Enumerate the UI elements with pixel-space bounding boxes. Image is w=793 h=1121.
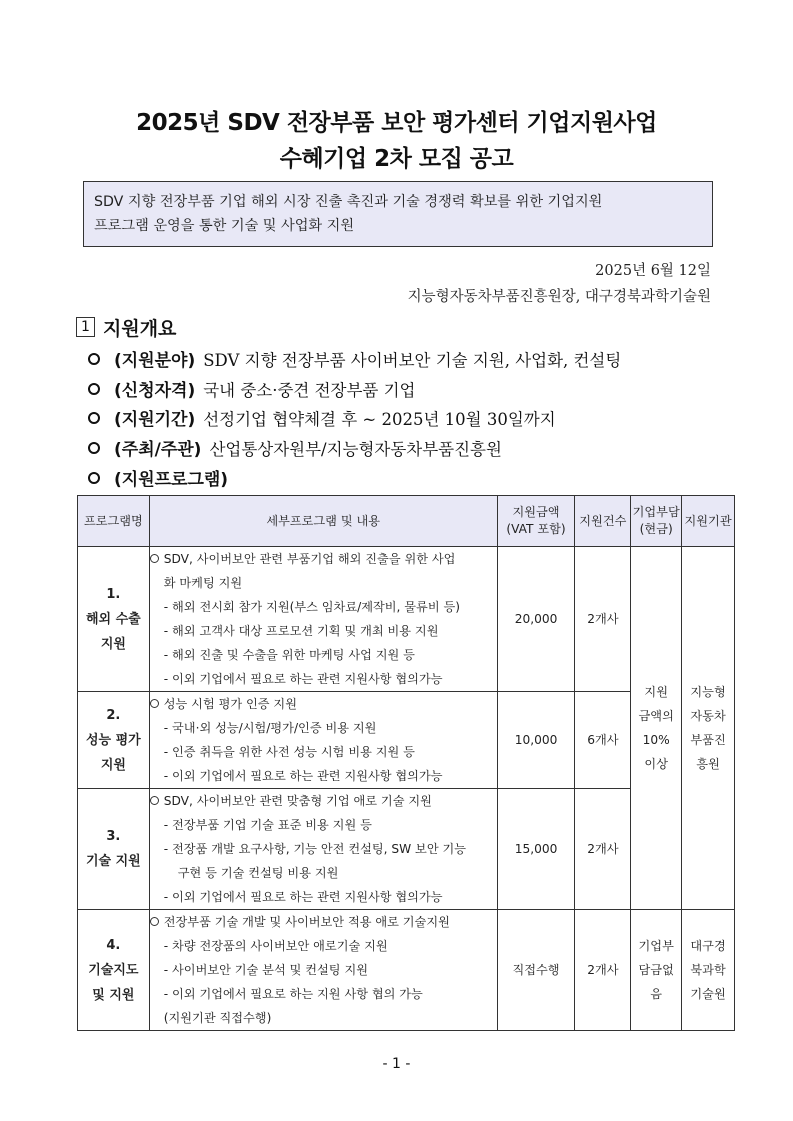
program-amount: 직접수행: [497, 910, 575, 1031]
program-amount: 15,000: [497, 789, 575, 910]
circle-bullet-icon: [88, 442, 100, 454]
header-burden: 기업부담 (현금): [631, 496, 682, 547]
section-number-box: 1: [76, 317, 95, 337]
circle-bullet-icon: [150, 554, 159, 563]
circle-bullet-icon: [150, 796, 159, 805]
program-count: 6개사: [575, 692, 631, 789]
document-title-line2: 수혜기업 2차 모집 공고: [279, 146, 514, 172]
program-detail: 성능 시험 평가 인증 지원 - 국내·외 성능/시험/평가/인증 비용 지원 - 인증 취득을 위한 사전 성능 시험 비용 지원 등 - 이외 기업에서 필요로 하는 관련 지원사항 협의가능: [149, 692, 497, 789]
program-name: 1. 해외 수출 지원: [78, 547, 150, 692]
program-detail: 전장부품 기술 개발 및 사이버보안 적용 애로 기술지원 - 차량 전장품의 사이버보안 애로기술 지원 - 사이버보안 기술 분석 및 컨설팅 지원 - 이외 기업에서 필요로 하는 지원 사항 협의 가능 (지원기관 직접수행): [149, 910, 497, 1031]
overview-value: 산업통상자원부/지능형자동차부품진흥원: [209, 439, 502, 459]
overview-label: (지원분야): [114, 351, 196, 371]
page-number: - 1 -: [382, 1056, 411, 1072]
circle-bullet-icon: [150, 699, 159, 708]
header-agency: 지원기관: [682, 496, 735, 547]
header-count: 지원건수: [575, 496, 631, 547]
overview-value: 선정기업 협약체결 후 ~ 2025년 10월 30일까지: [203, 409, 556, 429]
header-program: 프로그램명: [78, 496, 150, 547]
program-name: 4. 기술지도 및 지원: [78, 910, 150, 1031]
circle-bullet-icon: [88, 472, 100, 484]
header-amount: 지원금액 (VAT 포함): [497, 496, 575, 547]
company-burden: 기업부 담금없 음: [631, 910, 682, 1031]
overview-item: [88, 405, 556, 430]
support-agency: 대구경 북과학 기술원: [682, 910, 735, 1031]
section-heading: [76, 314, 176, 340]
overview-item: [88, 376, 415, 401]
program-count: 2개사: [575, 789, 631, 910]
circle-bullet-icon: [88, 412, 100, 424]
program-amount: 20,000: [497, 547, 575, 692]
overview-value: SDV 지향 전장부품 사이버보안 기술 지원, 사업화, 컨설팅: [203, 350, 622, 370]
circle-bullet-icon: [88, 353, 100, 365]
overview-label: (지원기간): [114, 410, 196, 430]
table-row: [78, 910, 735, 1031]
overview-label: (지원프로그램): [114, 470, 229, 490]
program-name: 2. 성능 평가 지원: [78, 692, 150, 789]
program-table: [77, 495, 735, 1031]
company-burden-shared: 지원 금액의 10% 이상: [631, 547, 682, 910]
program-detail: SDV, 사이버보안 관련 부품기업 해외 진출을 위한 사업 화 마케팅 지원 - 해외 전시회 참가 지원(부스 임차료/제작비, 물류비 등) - 해외 고객사 대상 프로모션 기획 및 개최 비용 지원 - 해외 진출 및 수출을 위한 마케팅 사업 지원 등 - 이외 기업에서 필요로 하는 관련 지원사항 협의가능: [149, 547, 497, 692]
summary-line2: 프로그램 운영을 통한 기술 및 사업화 지원: [94, 218, 355, 234]
program-count: 2개사: [575, 547, 631, 692]
header-detail: 세부프로그램 및 내용: [149, 496, 497, 547]
circle-bullet-icon: [88, 383, 100, 395]
overview-label: (주최/주관): [114, 440, 202, 460]
table-row: [78, 547, 735, 692]
overview-item: [88, 346, 621, 371]
program-amount: 10,000: [497, 692, 575, 789]
program-detail: SDV, 사이버보안 관련 맞춤형 기업 애로 기술 지원 - 전장부품 기업 기술 표준 비용 지원 등 - 전장품 개발 요구사항, 기능 안전 컨설팅, SW 보안 기능 구현 등 기술 컨설팅 비용 지원 - 이외 기업에서 필요로 하는 관련 지원사항 협의가능: [149, 789, 497, 910]
overview-item: [88, 435, 502, 460]
section-title: 지원개요: [103, 317, 177, 340]
document-title-line1: 2025년 SDV 전장부품 보안 평가센터 기업지원사업: [136, 110, 657, 136]
announcement-date: 2025년 6월 12일: [595, 263, 711, 279]
circle-bullet-icon: [150, 917, 159, 926]
program-name: 3. 기술 지원: [78, 789, 150, 910]
overview-label: (신청자격): [114, 381, 196, 401]
table-header-row: [78, 496, 735, 547]
overview-item: [88, 465, 236, 490]
program-count: 2개사: [575, 910, 631, 1031]
summary-line1: SDV 지향 전장부품 기업 해외 시장 진출 촉진과 기술 경쟁력 확보를 위한 기업지원: [94, 194, 603, 210]
support-agency-shared: 지능형 자동차 부품진 흥원: [682, 547, 735, 910]
announcing-organizations: 지능형자동차부품진흥원장, 대구경북과학기술원: [407, 289, 711, 305]
overview-value: 국내 중소·중견 전장부품 기업: [203, 380, 416, 400]
summary-box: [83, 181, 713, 247]
